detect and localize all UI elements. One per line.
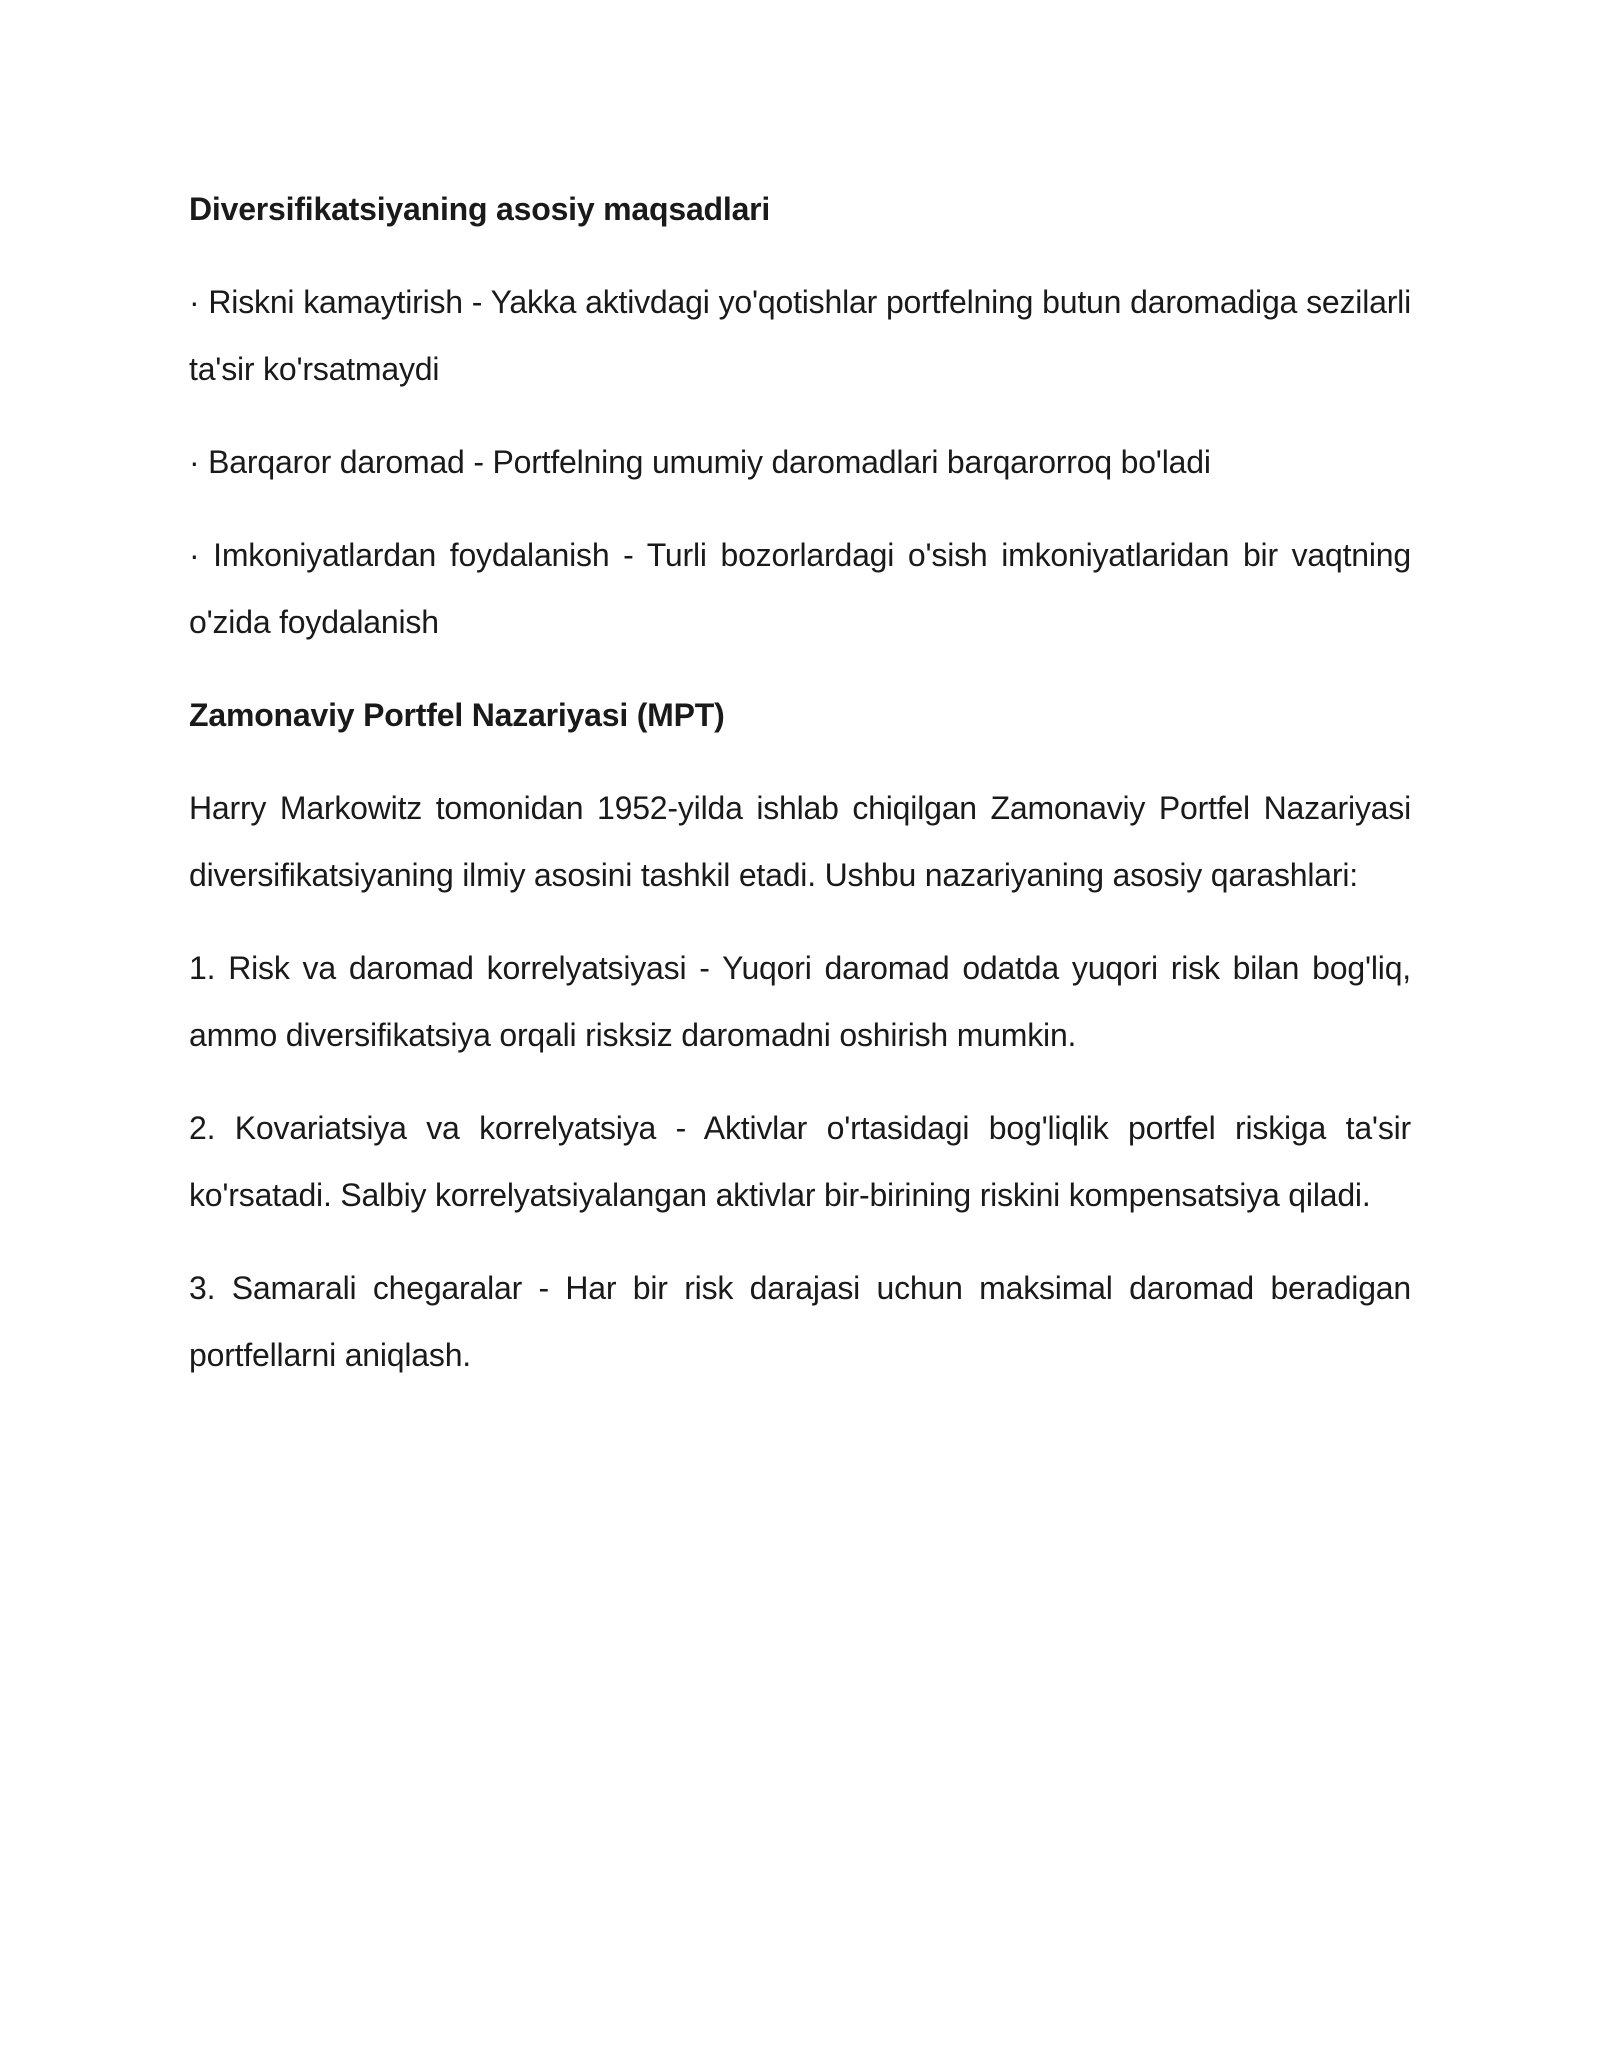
document-page [189,176,1411,1415]
bullet-stable-income: · Barqaror daromad - Portfelning umumiy daromadlari barqarorroq bo'ladi [189,444,1211,480]
mpt-intro-paragraph: Harry Markowitz tomonidan 1952-yilda ishlab chiqilgan Zamonaviy Portfel Nazariyasi diversifikatsiyaning ilmiy asosini tashkil etadi. Ushbu nazariyaning asosiy qarashlari: [189,790,1411,893]
bullet-opportunities: · Imkoniyatlardan foydalanish - Turli bozorlardagi o'sish imkoniyatlaridan bir vaqtning o'zida foydalanish [189,537,1411,640]
numbered-item-covariance: 2. Kovariatsiya va korrelyatsiya - Aktivlar o'rtasidagi bog'liqlik portfel riskiga ta'sir ko'rsatadi. Salbiy korrelyatsiyalangan aktivlar bir-birining riskini kompensatsiya qiladi. [189,1110,1411,1213]
numbered-item-efficient-frontier: 3. Samarali chegaralar - Har bir risk darajasi uchun maksimal daromad beradigan portfellarni aniqlash. [189,1270,1411,1373]
section-heading-mpt: Zamonaviy Portfel Nazariyasi (MPT) [189,697,725,733]
bullet-risk-reduction: · Riskni kamaytirish - Yakka aktivdagi yo'qotishlar portfelning butun daromadiga sezilarli ta'sir ko'rsatmaydi [189,284,1411,387]
numbered-item-risk-return: 1. Risk va daromad korrelyatsiyasi - Yuqori daromad odatda yuqori risk bilan bog'liq, ammo diversifikatsiya orqali risksiz daromadni oshirish mumkin. [189,950,1411,1053]
section-heading-diversification-goals: Diversifikatsiyaning asosiy maqsadlari [189,191,771,227]
